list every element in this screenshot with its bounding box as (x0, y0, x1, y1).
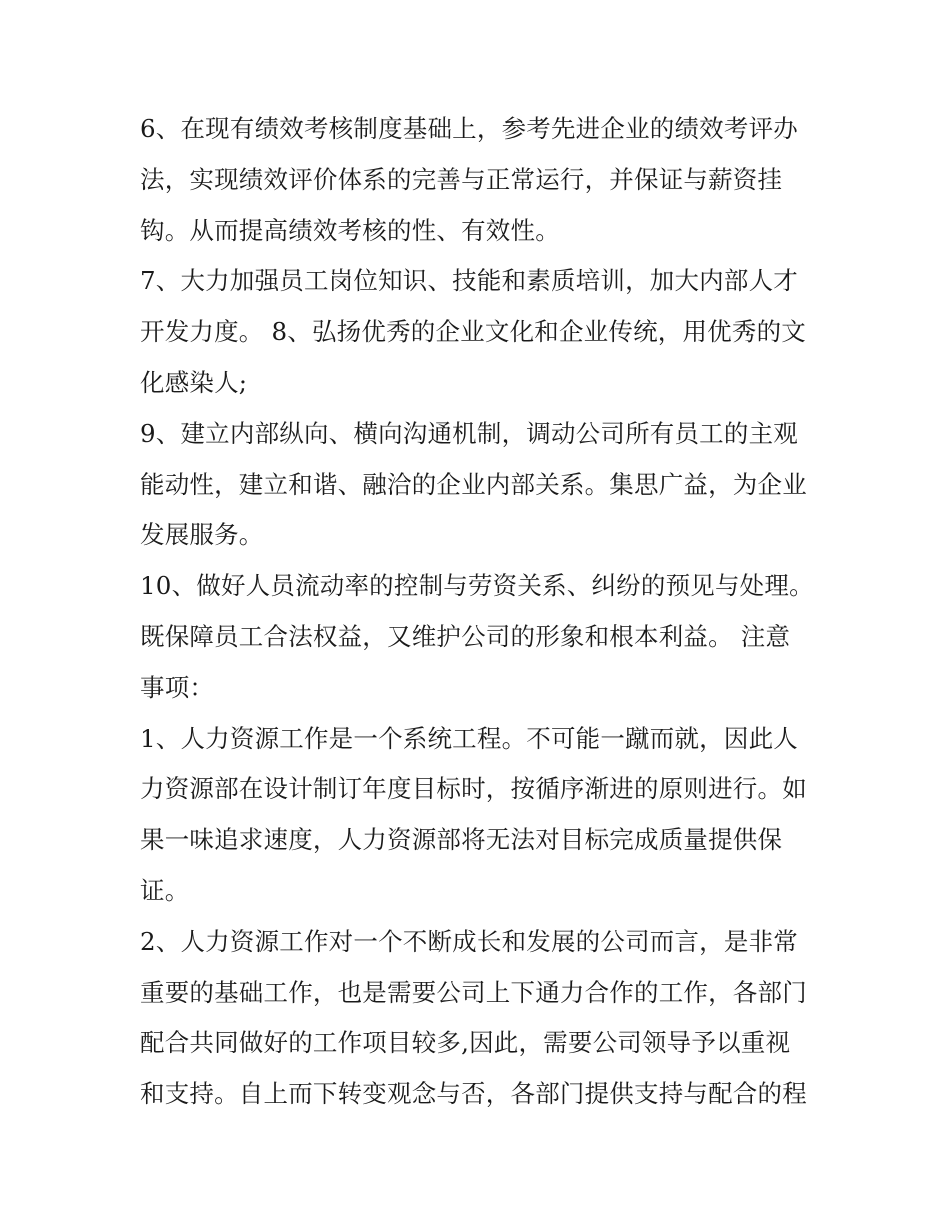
text-line: 事项： (140, 672, 215, 702)
text-line: 钩。从而提高绩效考核的性、有效性。 (140, 215, 560, 245)
text-line: 9、建立内部纵向、横向沟通机制，调动公司所有员工的主观 (140, 418, 798, 448)
text-line: 配合共同做好的工作项目较多,因此，需要公司领导予以重视 (140, 1028, 791, 1058)
text-line: 7、大力加强员工岗位知识、技能和素质培训，加大内部人才 (140, 266, 798, 296)
text-line: 既保障员工合法权益，又维护公司的形象和根本利益。 注意 (140, 621, 791, 651)
text-line: 2、人力资源工作对一个不断成长和发展的公司而言，是非常 (140, 926, 798, 956)
text-line: 10、做好人员流动率的控制与劳资关系、纠纷的预见与处理。 (140, 571, 814, 601)
text-line: 6、在现有绩效考核制度基础上，参考先进企业的绩效考评办 (140, 114, 798, 143)
text-line: 1、人力资源工作是一个系统工程。不可能一蹴而就，因此人 (140, 723, 798, 753)
text-line: 证。 (140, 875, 190, 905)
text-line: 法，实现绩效评价体系的完善与正常运行，并保证与薪资挂 (140, 164, 783, 194)
text-line: 果一味追求速度，人力资源部将无法对目标完成质量提供保 (140, 825, 783, 855)
text-line: 开发力度。 8、弘扬优秀的企业文化和企业传统，用优秀的文 (140, 317, 806, 347)
text-line: 化感染人; (140, 367, 248, 397)
text-line: 重要的基础工作，也是需要公司上下通力合作的工作，各部门 (140, 977, 807, 1007)
text-line: 发展服务。 (140, 520, 264, 550)
text-line: 和支持。自上而下转变观念与否，各部门提供支持与配合的程 (140, 1079, 807, 1109)
document-body (140, 104, 820, 1120)
text-line: 能动性，建立和谐、融洽的企业内部关系。集思广益，为企业 (140, 469, 807, 499)
text-line: 力资源部在设计制订年度目标时，按循序渐进的原则进行。如 (140, 774, 807, 804)
